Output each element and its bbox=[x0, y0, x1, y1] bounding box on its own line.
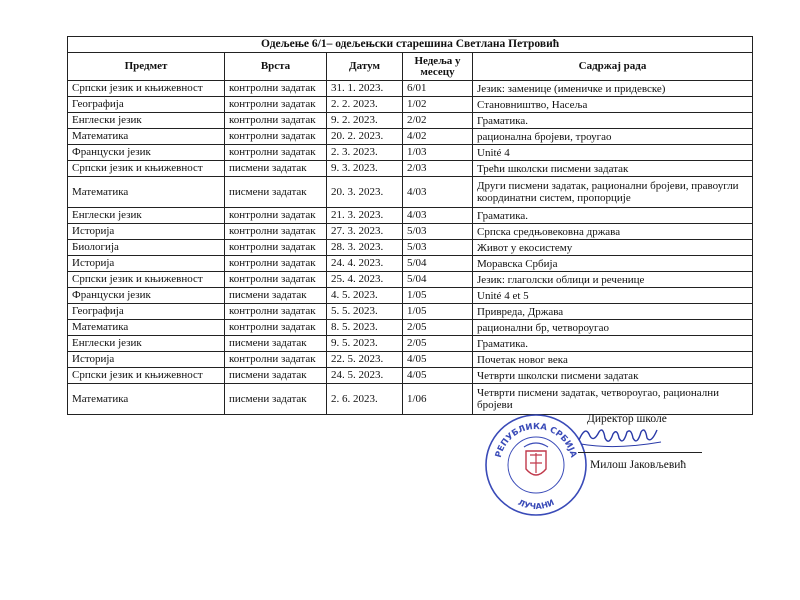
cell-type: контролни задатак bbox=[225, 240, 327, 256]
cell-date: 9. 2. 2023. bbox=[327, 113, 403, 129]
table-row bbox=[68, 177, 753, 208]
cell-date: 5. 5. 2023. bbox=[327, 304, 403, 320]
coat-of-arms-icon bbox=[524, 443, 548, 475]
svg-text:РЕПУБЛИКА СРБИЈА: РЕПУБЛИКА СРБИЈА bbox=[493, 421, 579, 459]
cell-type: писмени задатак bbox=[225, 177, 327, 208]
director-label: Директор школе bbox=[587, 413, 667, 425]
cell-subject: Историја bbox=[68, 256, 225, 272]
cell-subject: Енглески језик bbox=[68, 113, 225, 129]
table-row bbox=[68, 320, 753, 336]
cell-type: писмени задатак bbox=[225, 288, 327, 304]
cell-content: Граматика. bbox=[473, 208, 753, 224]
cell-subject: Француски језик bbox=[68, 145, 225, 161]
cell-date: 20. 2. 2023. bbox=[327, 129, 403, 145]
table-row bbox=[68, 113, 753, 129]
school-stamp bbox=[482, 411, 590, 519]
cell-date: 2. 3. 2023. bbox=[327, 145, 403, 161]
cell-content: Граматика. bbox=[473, 336, 753, 352]
cell-week: 5/04 bbox=[403, 272, 473, 288]
cell-date: 20. 3. 2023. bbox=[327, 177, 403, 208]
signature-line bbox=[578, 452, 702, 453]
cell-week: 2/05 bbox=[403, 336, 473, 352]
cell-date: 2. 6. 2023. bbox=[327, 384, 403, 415]
cell-subject: Математика bbox=[68, 129, 225, 145]
table-row bbox=[68, 224, 753, 240]
cell-week: 4/02 bbox=[403, 129, 473, 145]
cell-date: 8. 5. 2023. bbox=[327, 320, 403, 336]
cell-type: писмени задатак bbox=[225, 384, 327, 415]
cell-content: Други писмени задатак, рационални бројеви, правоугли координатни систем, пропорције bbox=[473, 177, 753, 208]
cell-content: Живот у екосистему bbox=[473, 240, 753, 256]
table-row bbox=[68, 256, 753, 272]
table-row bbox=[68, 161, 753, 177]
cell-subject: Енглески језик bbox=[68, 336, 225, 352]
table-row bbox=[68, 384, 753, 415]
cell-subject: Географија bbox=[68, 97, 225, 113]
cell-week: 4/05 bbox=[403, 368, 473, 384]
cell-subject: Математика bbox=[68, 177, 225, 208]
header-date: Датум bbox=[327, 53, 403, 81]
cell-date: 28. 3. 2023. bbox=[327, 240, 403, 256]
table-row bbox=[68, 336, 753, 352]
cell-subject: Француски језик bbox=[68, 288, 225, 304]
cell-type: контролни задатак bbox=[225, 272, 327, 288]
cell-week: 2/05 bbox=[403, 320, 473, 336]
cell-week: 1/05 bbox=[403, 288, 473, 304]
cell-date: 9. 5. 2023. bbox=[327, 336, 403, 352]
cell-subject: Српски језик и књижевност bbox=[68, 161, 225, 177]
cell-week: 2/02 bbox=[403, 113, 473, 129]
cell-content: Четврти школски писмени задатак bbox=[473, 368, 753, 384]
table-row bbox=[68, 81, 753, 97]
cell-content: Српска средњовековна држава bbox=[473, 224, 753, 240]
cell-type: писмени задатак bbox=[225, 336, 327, 352]
cell-subject: Српски језик и књижевност bbox=[68, 272, 225, 288]
cell-subject: Историја bbox=[68, 352, 225, 368]
cell-date: 2. 2. 2023. bbox=[327, 97, 403, 113]
table-row bbox=[68, 129, 753, 145]
cell-content: Моравска Србија bbox=[473, 256, 753, 272]
cell-type: контролни задатак bbox=[225, 81, 327, 97]
cell-week: 4/03 bbox=[403, 208, 473, 224]
cell-subject: Математика bbox=[68, 384, 225, 415]
cell-subject: Математика bbox=[68, 320, 225, 336]
cell-date: 21. 3. 2023. bbox=[327, 208, 403, 224]
cell-date: 22. 5. 2023. bbox=[327, 352, 403, 368]
cell-week: 1/03 bbox=[403, 145, 473, 161]
cell-week: 2/03 bbox=[403, 161, 473, 177]
cell-type: контролни задатак bbox=[225, 256, 327, 272]
cell-content: Становништво, Насеља bbox=[473, 97, 753, 113]
table-title: Одељење 6/1– одељењски старешина Светлана Петровић bbox=[68, 37, 753, 53]
cell-week: 1/05 bbox=[403, 304, 473, 320]
cell-subject: Српски језик и књижевност bbox=[68, 368, 225, 384]
cell-subject: Енглески језик bbox=[68, 208, 225, 224]
cell-subject: Географија bbox=[68, 304, 225, 320]
header-subject: Предмет bbox=[68, 53, 225, 81]
cell-content: Четврти писмени задатак, четвороугао, рационални бројеви bbox=[473, 384, 753, 415]
cell-date: 9. 3. 2023. bbox=[327, 161, 403, 177]
cell-content: рационална бројеви, троугао bbox=[473, 129, 753, 145]
cell-content: Граматика. bbox=[473, 113, 753, 129]
cell-type: контролни задатак bbox=[225, 97, 327, 113]
cell-week: 5/03 bbox=[403, 240, 473, 256]
cell-content: Језик: заменице (именичке и придевске) bbox=[473, 81, 753, 97]
svg-text:ЛУЧАНИ: ЛУЧАНИ bbox=[516, 497, 556, 512]
table-row bbox=[68, 97, 753, 113]
header-type: Врста bbox=[225, 53, 327, 81]
cell-subject: Историја bbox=[68, 224, 225, 240]
cell-type: контролни задатак bbox=[225, 224, 327, 240]
cell-date: 25. 4. 2023. bbox=[327, 272, 403, 288]
cell-type: писмени задатак bbox=[225, 161, 327, 177]
cell-week: 1/06 bbox=[403, 384, 473, 415]
cell-week: 4/05 bbox=[403, 352, 473, 368]
cell-date: 27. 3. 2023. bbox=[327, 224, 403, 240]
table-body bbox=[68, 81, 753, 415]
table-row bbox=[68, 208, 753, 224]
cell-date: 31. 1. 2023. bbox=[327, 81, 403, 97]
table-row bbox=[68, 304, 753, 320]
cell-content: Почетак новог века bbox=[473, 352, 753, 368]
table-row bbox=[68, 352, 753, 368]
table-row bbox=[68, 145, 753, 161]
cell-date: 24. 5. 2023. bbox=[327, 368, 403, 384]
cell-content: Unité 4 et 5 bbox=[473, 288, 753, 304]
header-content: Садржај рада bbox=[473, 53, 753, 81]
cell-subject: Српски језик и књижевност bbox=[68, 81, 225, 97]
cell-subject: Биологија bbox=[68, 240, 225, 256]
cell-week: 5/04 bbox=[403, 256, 473, 272]
cell-type: писмени задатак bbox=[225, 368, 327, 384]
cell-type: контролни задатак bbox=[225, 129, 327, 145]
director-name: Милош Јаковљевић bbox=[590, 459, 687, 471]
cell-content: Језик: глаголски облици и реченице bbox=[473, 272, 753, 288]
table-row bbox=[68, 368, 753, 384]
cell-date: 24. 4. 2023. bbox=[327, 256, 403, 272]
cell-type: контролни задатак bbox=[225, 145, 327, 161]
handwritten-signature bbox=[575, 420, 665, 455]
cell-content: Привреда, Држава bbox=[473, 304, 753, 320]
cell-content: Unité 4 bbox=[473, 145, 753, 161]
cell-type: контролни задатак bbox=[225, 113, 327, 129]
table-row bbox=[68, 288, 753, 304]
cell-week: 4/03 bbox=[403, 177, 473, 208]
table-row bbox=[68, 240, 753, 256]
cell-date: 4. 5. 2023. bbox=[327, 288, 403, 304]
table-row bbox=[68, 272, 753, 288]
schedule-table bbox=[67, 36, 753, 415]
cell-type: контролни задатак bbox=[225, 208, 327, 224]
header-week: Недеља у месецу bbox=[403, 53, 473, 81]
cell-type: контролни задатак bbox=[225, 304, 327, 320]
cell-type: контролни задатак bbox=[225, 352, 327, 368]
cell-type: контролни задатак bbox=[225, 320, 327, 336]
cell-week: 1/02 bbox=[403, 97, 473, 113]
cell-content: рационални бр, четвороугао bbox=[473, 320, 753, 336]
cell-week: 6/01 bbox=[403, 81, 473, 97]
cell-content: Трећи школски писмени задатак bbox=[473, 161, 753, 177]
cell-week: 5/03 bbox=[403, 224, 473, 240]
